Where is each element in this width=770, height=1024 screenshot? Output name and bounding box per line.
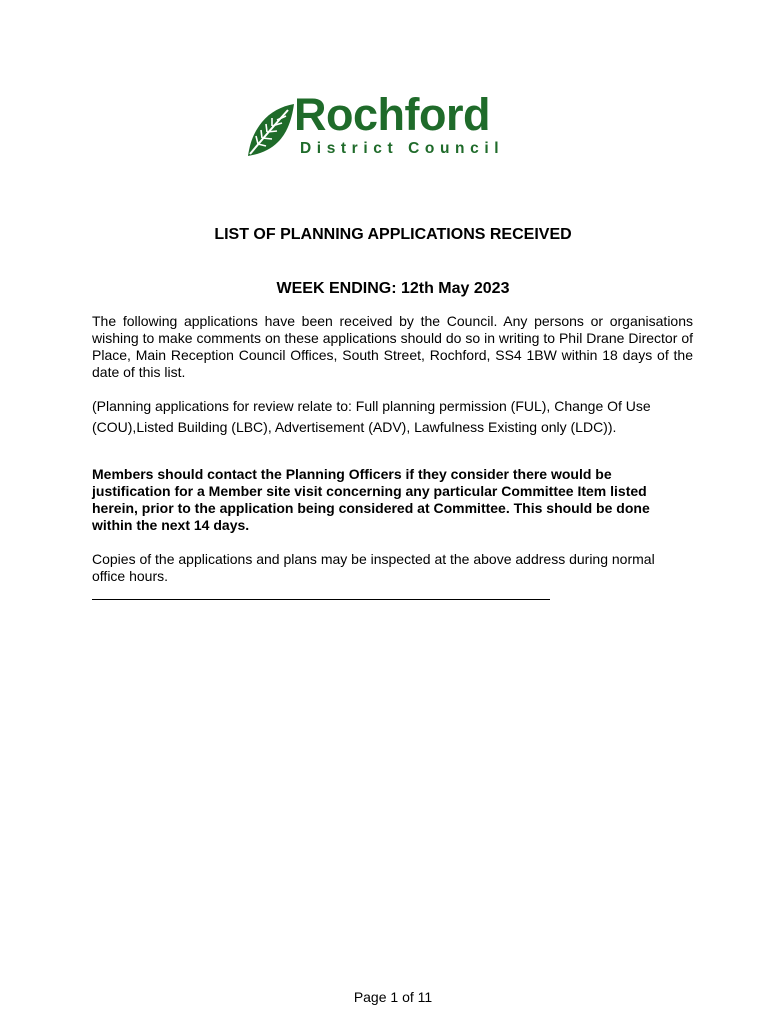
application-types-paragraph: (Planning applications for review relate to: Full planning permission (FUL), Change Of Use (COU),Listed Building (LBC), Advertisement (ADV), Lawfulness Existing only (LDC)). xyxy=(92,398,651,435)
intro-paragraph: The following applications have been received by the Council. Any persons or organisations wishing to make comments on these applications should do so in writing to Phil Drane Director of Place, Main Reception Council Offices, South Street, Rochford, SS4 1BW within 18 days of the date of this list. xyxy=(92,313,693,380)
logo-name: Rochford xyxy=(294,89,490,140)
members-note-paragraph: Members should contact the Planning Officers if they consider there would be justification for a Member site visit concerning any particular Committee Item listed herein, prior to the application being considered at Committee. This should be done within the next 14 days. xyxy=(92,466,650,533)
page-title: LIST OF PLANNING APPLICATIONS RECEIVED xyxy=(214,226,572,243)
leaf-icon xyxy=(244,102,296,158)
page-number: Page 1 of 11 xyxy=(353,989,433,1005)
week-ending-heading: WEEK ENDING: 12th May 2023 xyxy=(276,280,510,297)
council-logo xyxy=(244,89,520,162)
copies-note-paragraph: Copies of the applications and plans may be inspected at the above address during normal office hours. xyxy=(92,551,655,584)
logo-subtitle: District Council xyxy=(300,140,505,157)
divider-line xyxy=(92,599,550,600)
